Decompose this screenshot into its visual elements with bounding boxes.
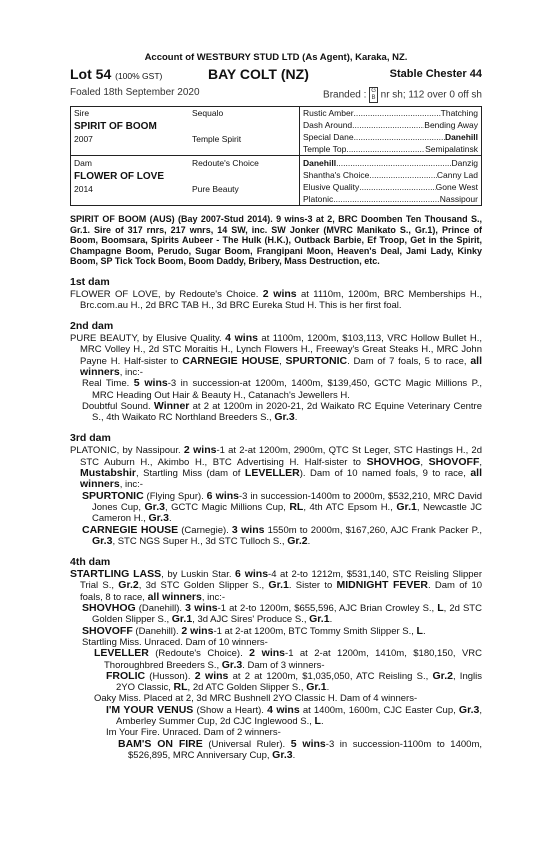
pedigree-paragraph <box>70 401 482 424</box>
text-run: PLATONIC, by Nassipour. <box>70 445 184 457</box>
text-run: . <box>422 625 426 637</box>
text-run: . <box>320 716 324 727</box>
bold-text: Gr.3 <box>144 500 165 513</box>
pedigree-paragraph <box>70 739 482 762</box>
bold-text: 2 wins <box>249 647 286 660</box>
text-run: , 4th ATC Epsom H., <box>303 501 397 513</box>
lot-line <box>70 66 482 82</box>
bold-text: L <box>416 624 423 637</box>
lot-number <box>70 66 162 82</box>
bold-text: MIDNIGHT FEVER <box>336 579 428 592</box>
text-run: . <box>292 749 296 761</box>
sire-name: SPIRIT OF BOOM <box>74 121 157 132</box>
bold-text: RL <box>173 681 188 694</box>
grandparent-name: Shantha's Choice <box>303 170 370 180</box>
text-run: -4 at 2-to 1212m, $531,140, STC Reisling Slipper Trial S., <box>80 569 482 592</box>
text-run: Startling Miss. Unraced. Dam of 10 winners- <box>82 636 268 648</box>
gst-note: (100% GST) <box>115 71 163 81</box>
sire-summary: SPIRIT OF BOOM (AUS) (Bay 2007-Stud 2014). 9 wins-3 at 2, BRC Doomben Ten Thousand S., Gr.1. Sire of 317 rnrs, 217 wnrs, 14 SW, inc. SW Jonker (MVRC Manikato S., Gr.1), Prince of Boom, Boomsara, Spirits Aubeer - The Hulk (H.K.), Outback Barbie, Ef Troop, Get in the Spirit, Champagne Boom, Perudo, Sugar Boom, Frangipani Moon, Heaven's Deal, Jami Lady, Kinky Boom, SP Tick Tock Boom, Boom Daddy, Bribery, Mass Destruction, etc. <box>70 214 482 266</box>
section-heading: 4th dam <box>70 556 111 569</box>
dam-sire: Redoute's Choice <box>192 158 259 168</box>
bold-text: 6 wins <box>206 489 240 502</box>
branded-label: Branded : <box>323 89 367 101</box>
text-run: (Husson). <box>145 670 195 682</box>
leader-dots <box>336 157 451 169</box>
dam-row-year <box>74 183 296 195</box>
brand-mark-top: G <box>371 88 376 94</box>
bold-text: SHOVOFF <box>82 624 133 637</box>
sire-label: Sire <box>74 108 90 118</box>
grandparent-row <box>303 169 478 181</box>
bold-text: 2 wins <box>194 669 229 682</box>
leader-dots <box>346 143 425 155</box>
brand-info <box>323 87 482 103</box>
text-run: ). Dam of 10 named foals, 9 to race, <box>299 468 471 480</box>
text-run: Im Your Fire. Unraced. Dam of 2 winners- <box>106 727 281 739</box>
section-heading: 2nd dam <box>70 320 114 333</box>
pedigree-paragraph <box>70 289 482 312</box>
bold-text: STARTLING LASS <box>70 568 162 581</box>
great-grandparent-name: Gone West <box>435 182 478 192</box>
leader-dots <box>359 181 435 193</box>
bold-text: all winners <box>147 590 202 603</box>
leader-dots <box>354 107 441 119</box>
sire-sire: Sequalo <box>192 108 224 118</box>
text-run: , <box>479 456 483 468</box>
text-run: at 2 at 1200m in 2020-21, 2d Waikato RC Equine Veterinary Centre S., 4th Waikato RC Northland Breeders S., <box>92 400 482 424</box>
bold-text: Gr.1 <box>396 500 417 513</box>
text-run: (Show a Heart). <box>193 704 268 716</box>
bold-text: 2 wins <box>183 444 217 457</box>
pedigree-divider <box>300 155 481 156</box>
lot-label: Lot 54 <box>70 66 112 82</box>
text-run: . <box>326 682 330 694</box>
grandparent-row <box>303 193 478 205</box>
text-run: at 1400m, 1600m, CJC Easter Cup, <box>299 704 459 716</box>
text-run: , <box>420 456 429 468</box>
bold-text: 3 wins <box>231 523 265 536</box>
foaled-line <box>70 87 482 103</box>
bold-text: BAM'S ON FIRE <box>118 737 203 750</box>
text-run: -1 at 2-to 1200m, $655,596, AJC Brian Crowley S., <box>217 603 438 615</box>
great-grandparent-name: Canny Lad <box>436 170 478 180</box>
grandparent-name: Temple Top <box>303 144 347 154</box>
great-grandparent-name: Nassipour <box>439 194 478 204</box>
text-run: , inc:- <box>119 366 143 378</box>
leader-dots <box>333 193 439 205</box>
pedigree-paragraph <box>70 445 482 490</box>
text-run: -3 in succession-1100m to 1400m, $526,895, MRC Anniversary Cup, <box>128 738 482 761</box>
text-run: -1 at 2-at 1200m, 2900m, QTC St Leger, STC Hastings H., 2d STC Auburn H., Akimbo H., BTC Advertising H. Half-sister to <box>80 445 482 468</box>
foaled-date: Foaled 18th September 2020 <box>70 87 200 98</box>
text-run: Oaky Miss. Placed at 2, 3d MRC Bushnell 2YO Classic H. Dam of 4 winners- <box>94 693 418 705</box>
text-run: (Danehill). <box>132 625 182 637</box>
bold-text: CARNEGIE HOUSE <box>82 523 179 536</box>
sire-dam: Temple Spirit <box>192 134 242 144</box>
pedigree-paragraph <box>70 378 482 401</box>
vendor-account: Account of WESTBURY STUD LTD (As Agent), Karaka, NZ. <box>144 52 408 63</box>
bold-text: Mustabshir <box>80 467 137 480</box>
text-run: at 1100m, 1200m, $103,113, VRC Hollow Bullet H., MRC Volley H., 2d STC Moraitis H., Lynch Flowers H., Freeway's Great Steaks H., MRC John Payne H. Half-sister to <box>80 333 482 367</box>
bold-text: SPURTONIC <box>285 354 348 367</box>
bold-text: Gr.1 <box>309 613 330 626</box>
text-run: . Sister to <box>288 580 337 592</box>
leader-dots <box>369 169 437 181</box>
grandparent-name: Danehill <box>303 158 337 168</box>
bold-text: Winner <box>153 399 190 412</box>
pedigree-paragraph <box>70 705 482 728</box>
pedigree-left <box>71 107 300 205</box>
text-run: , STC NGS Super H., 3d STC Tulloch S., <box>112 535 288 547</box>
text-run: FLOWER OF LOVE, by Redoute's Choice. <box>70 288 263 300</box>
pedigree-paragraph <box>70 603 482 626</box>
section-heading: 1st dam <box>70 275 110 288</box>
bold-text: Gr.1 <box>268 579 289 592</box>
text-run: , inc:- <box>119 479 143 491</box>
text-run: (Universal Ruler). <box>202 738 291 750</box>
grandparent-row <box>303 157 478 169</box>
text-run: (Redoute's Choice). <box>148 648 250 660</box>
text-run: -1 at 2-at 1200m, 1410m, $180,150, VRC Thoroughbred Breeders S., <box>104 648 482 671</box>
bold-text: 4 wins <box>225 332 258 345</box>
bold-text: 5 wins <box>290 737 326 750</box>
text-run: 1550m to 2000m, $167,260, AJC Frank Packer P., <box>264 524 482 536</box>
pedigree-paragraph <box>70 569 482 603</box>
text-run: . <box>307 535 311 547</box>
grandparent-row <box>303 119 478 131</box>
bold-text: LEVELLER <box>244 467 300 480</box>
bold-text: FROLIC <box>106 669 146 682</box>
great-grandparent-name: Semipalatinsk <box>425 144 478 154</box>
bold-text: 2 wins <box>181 624 214 637</box>
dam-label: Dam <box>74 158 92 168</box>
dam-row-label <box>74 157 296 169</box>
brand-mark <box>369 87 378 103</box>
stable-location: Stable Chester 44 <box>389 68 482 80</box>
text-run: , Inglis 2YO Classic, <box>116 670 482 694</box>
bold-text: Gr.2 <box>118 579 139 592</box>
pedigree-paragraph <box>70 626 482 637</box>
great-grandparent-name: Bending Away <box>424 120 478 130</box>
grandparent-name: Elusive Quality <box>303 182 360 192</box>
bold-text: L <box>437 602 444 615</box>
bold-text: Gr.1 <box>306 681 327 694</box>
dam-name: FLOWER OF LOVE <box>74 171 164 182</box>
text-run: , Amberley Summer Cup, 2d CJC Inglewood S., <box>116 704 482 727</box>
grandparent-row <box>303 131 478 143</box>
leader-dots <box>352 119 424 131</box>
bold-text: Gr.3 <box>221 658 243 671</box>
grandparent-name: Special Dane <box>303 132 354 142</box>
bold-text: Gr.3 <box>148 512 169 525</box>
text-run: , 3d STC Golden Slipper S., <box>138 580 269 592</box>
bold-text: Gr.2 <box>432 669 453 682</box>
pedigree-paragraph <box>70 525 482 548</box>
section-heading: 3rd dam <box>70 432 111 445</box>
pedigree-paragraph <box>70 491 482 525</box>
grandparent-row <box>303 143 478 155</box>
bold-text: SPURTONIC <box>82 489 144 502</box>
text-run: (Carnegie). <box>178 524 232 536</box>
brand-mark-bottom: B <box>371 95 376 101</box>
bold-text: all winners <box>80 354 482 378</box>
bold-text: Gr.3 <box>458 703 480 716</box>
text-run: . <box>168 513 172 525</box>
grandparent-name: Platonic <box>303 194 334 204</box>
leader-dots <box>354 131 445 143</box>
bold-text: 2 wins <box>262 287 297 300</box>
text-run: , inc:- <box>201 591 226 603</box>
bold-text: Gr.3 <box>274 411 295 424</box>
dam-sections <box>70 276 482 762</box>
bold-text: Gr.1 <box>171 613 193 626</box>
text-run: . <box>294 412 298 424</box>
great-grandparent-name: Danehill <box>444 132 478 142</box>
text-run: . Dam of 3 winners- <box>242 659 325 671</box>
pedigree-paragraph <box>70 648 482 671</box>
great-grandparent-name: Danzig <box>451 158 478 168</box>
bold-text: SHOVOFF <box>428 455 480 468</box>
bold-text: 5 wins <box>133 377 168 390</box>
bold-text: RL <box>289 500 304 513</box>
sire-row-name <box>74 120 296 132</box>
text-run: at 1110m, 1200m, BRC Memberships H., Brc.com.au H., 2d BRC TAB H., 3d BRC Eureka Stud H. This is her first foal. <box>80 288 482 311</box>
bold-text: SHOVHOG <box>82 602 136 615</box>
grandparent-name: Rustic Amber <box>303 108 354 118</box>
bold-text: all winners <box>80 467 483 491</box>
sire-row-year <box>74 133 296 145</box>
bold-text: Gr.3 <box>92 534 113 547</box>
text-run: . Dam of 10 foals, 8 to race, <box>80 580 483 603</box>
bold-text: Gr.3 <box>272 748 293 761</box>
text-run: , by Luskin Star. <box>161 569 236 581</box>
text-run: , Newcastle JC Cameron H., <box>92 501 482 525</box>
text-run: , 3d AJC Sires' Produce S., <box>192 614 310 626</box>
branded-details: nr sh; 112 over 0 off sh <box>380 89 482 101</box>
grandparent-row <box>303 107 478 119</box>
text-run: Doubtful Sound. <box>82 400 154 412</box>
text-run: at 2 at 1200m, $1,035,050, ATC Reisling S., <box>228 670 433 682</box>
text-run: -3 in succession-at 1200m, 1400m, $139,450, GCTC Magic Millions P., MRC Heading Out Hair & Beauty H., Catanach's Jewellers H. <box>92 378 482 401</box>
horse-title: BAY COLT (NZ) <box>208 66 309 82</box>
text-run: (Flying Spur). <box>143 490 207 502</box>
bold-text: LEVELLER <box>94 647 149 660</box>
dam-year: 2014 <box>74 184 93 194</box>
pedigree-table <box>70 106 482 206</box>
sire-year: 2007 <box>74 134 93 144</box>
pedigree-paragraph <box>70 333 482 378</box>
grandparent-name: Dash Around <box>303 120 353 130</box>
bold-text: 4 wins <box>267 703 300 716</box>
bold-text: 6 wins <box>235 568 269 581</box>
text-run: , <box>279 355 286 367</box>
bold-text: CARNEGIE HOUSE <box>182 354 280 367</box>
dam-dam: Pure Beauty <box>192 184 239 194</box>
text-run: (Danehill). <box>135 603 186 615</box>
pedigree-divider <box>71 155 299 156</box>
text-run: , Startling Miss (dam of <box>136 468 245 480</box>
bold-text: L <box>314 715 321 727</box>
text-run: PURE BEAUTY, by Elusive Quality. <box>70 333 226 345</box>
text-run: -1 at 2-at 1200m, BTC Tommy Smith Slipper S., <box>213 625 417 637</box>
text-run: Real Time. <box>82 378 134 390</box>
bold-text: 3 wins <box>185 602 218 615</box>
bold-text: I'M YOUR VENUS <box>106 703 194 716</box>
text-run: . <box>329 614 333 626</box>
pedigree-grandparents <box>300 107 481 205</box>
grandparent-row <box>303 181 478 193</box>
text-run: -3 in succession-1400m to 2000m, $532,210, MRC David Jones Cup, <box>92 490 482 513</box>
great-grandparent-name: Thatching <box>440 108 478 118</box>
text-run: . Dam of 7 foals, 5 to race, <box>347 355 471 367</box>
bold-text: Gr.2 <box>287 534 308 547</box>
text-run: , GCTC Magic Millions Cup, <box>164 501 290 513</box>
text-run: , 2d STC Golden Slipper S., <box>92 603 482 626</box>
dam-row-name <box>74 170 296 182</box>
text-run: , 2d ATC Golden Slipper S., <box>187 682 307 694</box>
catalogue-page <box>70 52 482 761</box>
bold-text: SHOVHOG <box>366 455 421 468</box>
sire-row-label <box>74 107 296 119</box>
pedigree-paragraph <box>70 671 482 694</box>
